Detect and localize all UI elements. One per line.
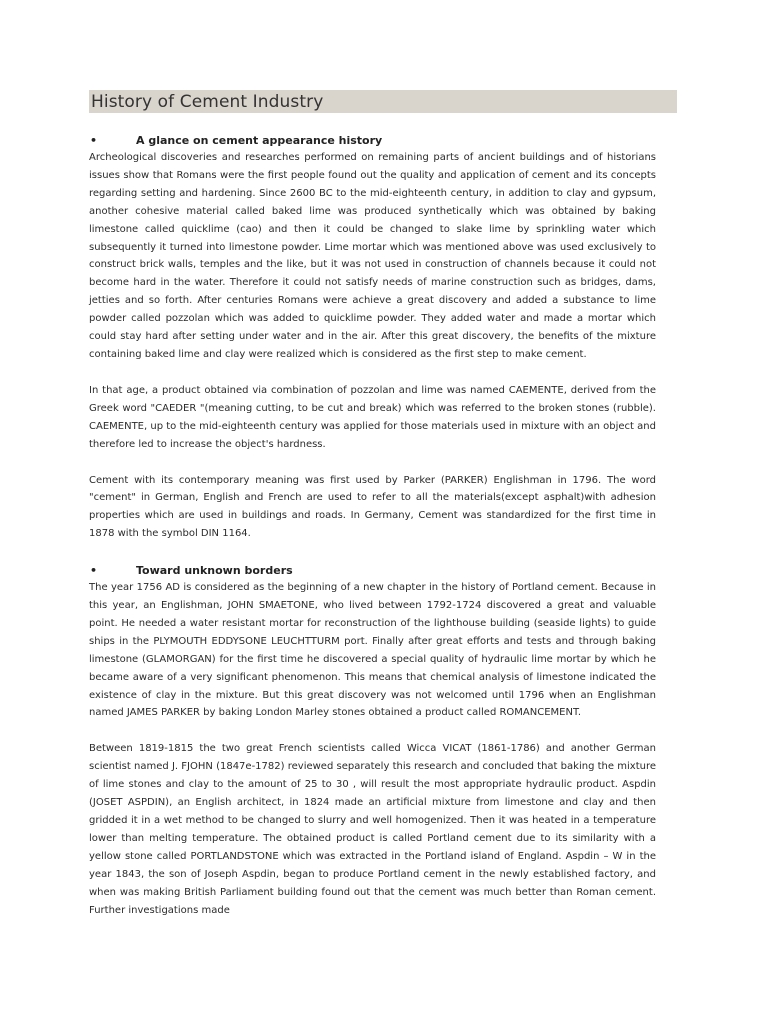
- paragraph: The year 1756 AD is considered as the beginning of a new chapter in the history of Portland cement. Because in this year, an Englishman, JOHN SMAETONE, who lived between 1792-1724 discovered a great and valuable point. He needed a water resistant mortar for reconstruction of the lighthouse building (seaside lights) to guide ships in the PLYMOUTH EDDYSONE LEUCHTTURM port. Finally after great efforts and tests and through baking limestone (GLAMORGAN) for the first time he discovered a special quality of hydraulic lime mortar by which he became aware of a very significant phenomenon. This means that chemical analysis of limestone indicated the existence of clay in the mixture. But this great discovery was not welcomed until 1796 when an Englishman named JAMES PARKER by baking London Marley stones obtained a product called ROMANCEMENT.: [89, 582, 656, 719]
- section-heading-text: Toward unknown borders: [136, 563, 293, 577]
- paragraph: In that age, a product obtained via combination of pozzolan and lime was named CAEMENTE, derived from the Greek word "CAEDER "(meaning cutting, to be cut and break) which was referred to the broken stones (rubble). CAEMENTE, up to the mid-eighteenth century was applied for those materials used in mixture with an object and therefore led to increase the object's hardness.: [89, 384, 656, 450]
- paragraph: Cement with its contemporary meaning was first used by Parker (PARKER) Englishman in 1796. The word "cement" in German, English and French are used to refer to all the materials(except asphalt)with adhesion properties which are used in buildings and roads. In Germany, Cement was standardized for the first time in 1878 with the symbol DIN 1164.: [89, 474, 656, 540]
- paragraph: Between 1819-1815 the two great French scientists called Wicca VICAT (1861-1786) and another German scientist named J. FJOHN (1847e-1782) reviewed separately this research and concluded that baking the mixture of lime stones and clay to the amount of 25 to 30 , will result the most appropriate hydraulic product. Aspdin (JOSET ASPDIN), an English architect, in 1824 made an artificial mixture from limestone and clay and then gridded it in a wet method to be changed to slurry and well homogenized. Then it was heated in a temperature lower than melting temperature. The obtained product is called Portland cement due to its similarity with a yellow stone called PORTLANDSTONE which was extracted in the Portland island of England. Aspdin – W in the year 1843, the son of Joseph Aspdin, began to produce Portland cement in the newly established factory, and when was making British Parliament building found out that the cement was much better than Roman cement. Further investigations made: [89, 743, 656, 916]
- section-heading: [89, 561, 656, 579]
- document-page: [89, 90, 656, 919]
- paragraph: Archeological discoveries and researches performed on remaining parts of ancient buildings and of historians issues show that Romans were the first people found out the quality and application of cement and its concepts regarding setting and hardening. Since 2600 BC to the mid-eighteenth century, in addition to clay and gypsum, another cohesive material called baked lime was produced synthetically which was obtained by baking limestone called quicklime (cao) and then it could be changed to slake lime by sprinkling water which subsequently it turned into limestone powder. Lime mortar which was mentioned above was used exclusively to construct brick walls, temples and the like, but it was not used in construction of channels because it could not become hard in the water. Therefore it could not satisfy needs of marine construction such as bridges, dams, jetties and so forth. After centuries Romans were achieve a great discovery and added a substance to lime powder called pozzolan which was added to quicklime powder. They added water and made a mortar which could stay hard after setting under water and in the air. After this great discovery, the benefits of the mixture containing baked lime and clay were realized which is considered as the first step to make cement.: [89, 152, 656, 360]
- bullet-icon: •: [90, 563, 98, 577]
- bullet-icon: •: [90, 133, 98, 147]
- section-heading-text: A glance on cement appearance history: [136, 133, 383, 147]
- section-heading: [89, 131, 656, 149]
- title-bar: [89, 90, 677, 113]
- page-title: History of Cement Industry: [91, 91, 324, 112]
